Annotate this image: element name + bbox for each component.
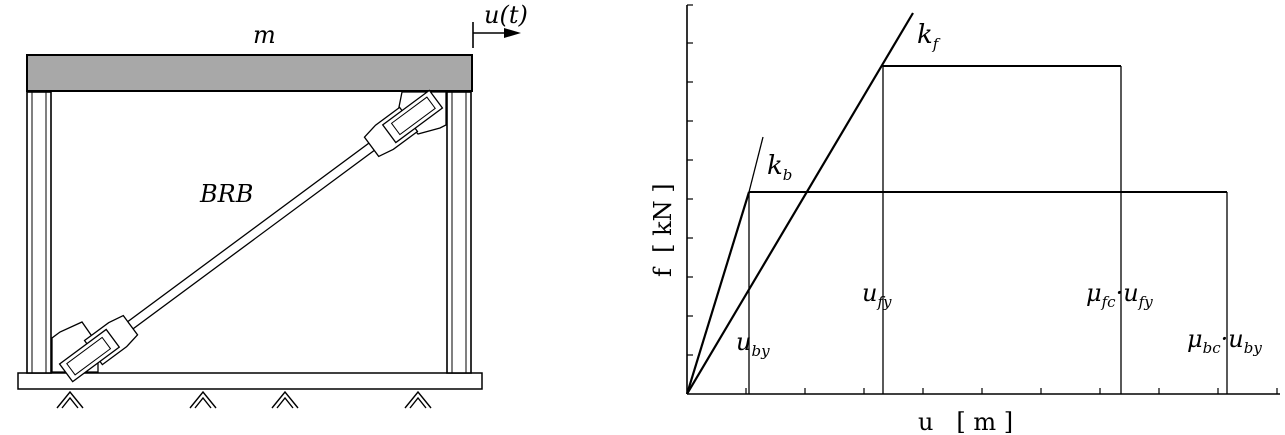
mass-beam: [27, 55, 472, 91]
ground-base: [18, 373, 482, 389]
uby-label: $u_{by}$: [736, 328, 770, 360]
brace-stiffness-extension: [749, 137, 763, 192]
mu-bc-uby-label: $\mu_{bc}\cdot u_{by}$: [1187, 325, 1262, 357]
y-ticks: [687, 5, 693, 355]
displacement-label: u(t): [484, 1, 528, 29]
brace-label: BRB: [200, 180, 254, 208]
pin-supports: [57, 392, 431, 408]
y-axis-label: f [ kN ]: [649, 183, 677, 277]
x-axis-label: u [ m ]: [918, 408, 1014, 435]
right-column: [447, 92, 471, 373]
frame-stiffness-line: [687, 13, 913, 394]
x-ticks: [746, 388, 1277, 394]
frame-diagram: [18, 1, 528, 408]
force-displacement-graph: [649, 5, 1280, 435]
brace-stiffness-line: [687, 192, 749, 394]
left-column: [27, 92, 51, 373]
mass-label: m: [253, 21, 276, 49]
buckling-restrained-brace: [57, 87, 445, 385]
ufy-label: $u_{fy}$: [862, 279, 892, 311]
arrow-head-icon: [504, 28, 521, 38]
mu-fc-ufy-label: $\mu_{fc}\cdot u_{fy}$: [1086, 279, 1153, 311]
kf-label: $k_f$: [917, 20, 939, 53]
kb-label: $k_b$: [767, 151, 793, 184]
